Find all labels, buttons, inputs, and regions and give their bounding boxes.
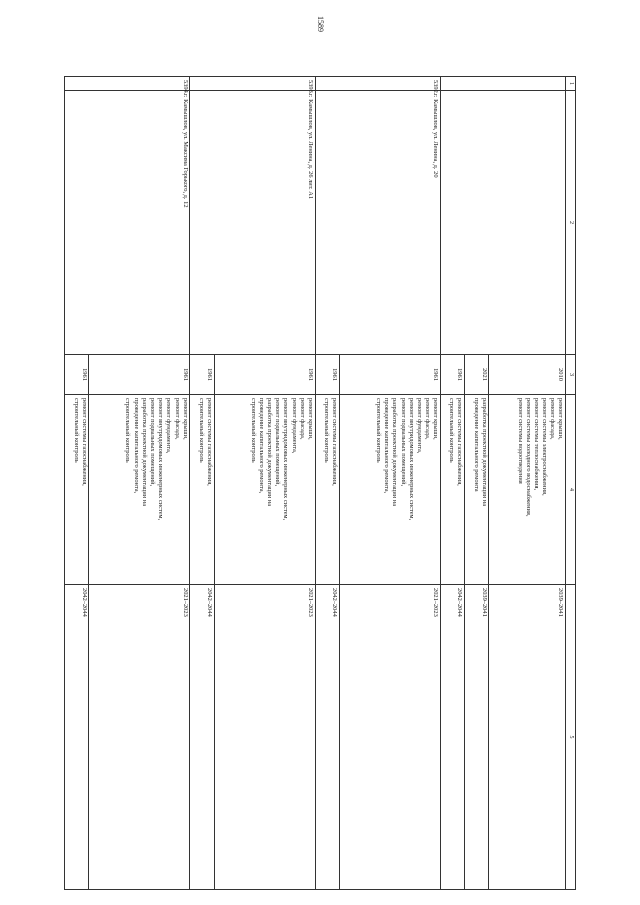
works-list: [190, 395, 214, 585]
works-list: [65, 395, 89, 585]
repair-period: 2039–2041: [465, 585, 489, 890]
work-item: проведение капитального ремонта: [472, 398, 480, 492]
work-item: ремонт подвальных помещений,: [149, 398, 157, 487]
build-year: 1961: [440, 355, 464, 395]
building-id: 5392.: [315, 77, 440, 91]
work-item: ремонт системы теплоснабжения,: [532, 398, 540, 491]
work-item: ремонт подвальных помещений,: [399, 398, 407, 487]
work-item: строительный контроль: [197, 398, 205, 463]
work-item: проведение капитального ремонта,: [132, 398, 140, 494]
table-row: [214, 77, 315, 890]
column-number: 4: [566, 395, 576, 585]
column-number: 3: [566, 355, 576, 395]
build-year: 1961: [89, 355, 190, 395]
work-item: проведение капитального ремонта,: [257, 398, 265, 494]
page-number: 1589: [316, 16, 325, 32]
work-item: ремонт внутридомовых инженерных систем,: [282, 398, 290, 521]
column-number: 5: [566, 585, 576, 890]
works-list: [315, 395, 339, 585]
work-item: ремонт крыши,: [181, 398, 189, 440]
work-item: ремонт системы электроснабжения,: [541, 398, 549, 496]
work-item: разработка проектной документации на: [140, 398, 148, 507]
work-item: строительный контроль: [72, 398, 80, 463]
works-list: [214, 395, 315, 585]
work-item: ремонт крыши,: [557, 398, 565, 440]
work-item: разработка проектной документации на: [266, 398, 274, 507]
repair-period: 2021–2023: [339, 585, 440, 890]
build-year: 1961: [65, 355, 89, 395]
work-item: ремонт фундамента,: [415, 398, 423, 454]
works-list: [89, 395, 190, 585]
repair-period: 2042–2044: [190, 585, 214, 890]
work-item: ремонт системы газоснабжения,: [331, 398, 339, 486]
work-item: ремонт фундамента,: [165, 398, 173, 454]
work-item: строительный контроль: [249, 398, 257, 463]
build-year: 1961: [339, 355, 440, 395]
repair-period: 2042–2044: [315, 585, 339, 890]
build-year: 2010: [489, 355, 566, 395]
works-list: [339, 395, 440, 585]
works-list: [440, 395, 464, 585]
building-address: [440, 91, 565, 355]
work-item: ремонт фундамента,: [290, 398, 298, 454]
work-item: ремонт внутридомовых инженерных систем,: [407, 398, 415, 521]
rotated-table-container: [64, 76, 576, 890]
work-item: разработка проектной документации на: [391, 398, 399, 507]
table-row: [89, 77, 190, 890]
build-year: 1961: [214, 355, 315, 395]
work-item: ремонт фасада,: [298, 398, 306, 440]
building-id: [440, 77, 565, 91]
work-item: ремонт внутридомовых инженерных систем,: [157, 398, 165, 521]
work-item: ремонт подвальных помещений,: [274, 398, 282, 487]
column-number-row: [566, 77, 576, 890]
work-item: строительный контроль: [323, 398, 331, 463]
repair-period: 2042–2044: [65, 585, 89, 890]
building-address: г. Камышлов, ул. Максима Горького, д. 12: [65, 91, 190, 355]
work-item: ремонт крыши,: [307, 398, 315, 440]
work-item: строительный контроль: [374, 398, 382, 463]
work-item: ремонт системы газоснабжения,: [456, 398, 464, 486]
work-item: ремонт фасада,: [549, 398, 557, 440]
repair-period: 2039–2041: [489, 585, 566, 890]
column-number: 1: [566, 77, 576, 91]
building-address: г. Камышлов, ул. Ленина, д. 20: [315, 91, 440, 355]
work-item: ремонт фасада,: [424, 398, 432, 440]
building-address: г. Камышлов, ул. Ленина, д. 26 лит. А1: [190, 91, 315, 355]
work-item: ремонт крыши,: [432, 398, 440, 440]
work-item: ремонт системы газоснабжения,: [206, 398, 214, 486]
table-row: [489, 77, 566, 890]
work-item: ремонт системы холодного водоснабжения,: [524, 398, 532, 517]
work-item: строительный контроль: [124, 398, 132, 463]
building-id: 5394.: [65, 77, 190, 91]
work-item: ремонт фасада,: [173, 398, 181, 440]
build-year: 1961: [190, 355, 214, 395]
building-id: 5393.: [190, 77, 315, 91]
build-year: 1961: [315, 355, 339, 395]
repair-period: 2021–2023: [89, 585, 190, 890]
works-list: [465, 395, 489, 585]
build-year: 2021: [465, 355, 489, 395]
repair-period: 2021–2023: [214, 585, 315, 890]
work-item: разработка проектной документации на: [480, 398, 488, 507]
work-item: строительный контроль: [448, 398, 456, 463]
work-item: ремонт системы газоснабжения,: [80, 398, 88, 486]
work-item: ремонт системы водоотведения: [516, 398, 524, 484]
repair-period: 2042–2044: [440, 585, 464, 890]
table-row: [339, 77, 440, 890]
repair-schedule-table: [64, 76, 576, 890]
column-number: 2: [566, 91, 576, 355]
work-item: проведение капитального ремонта,: [383, 398, 391, 494]
works-list: [489, 395, 566, 585]
